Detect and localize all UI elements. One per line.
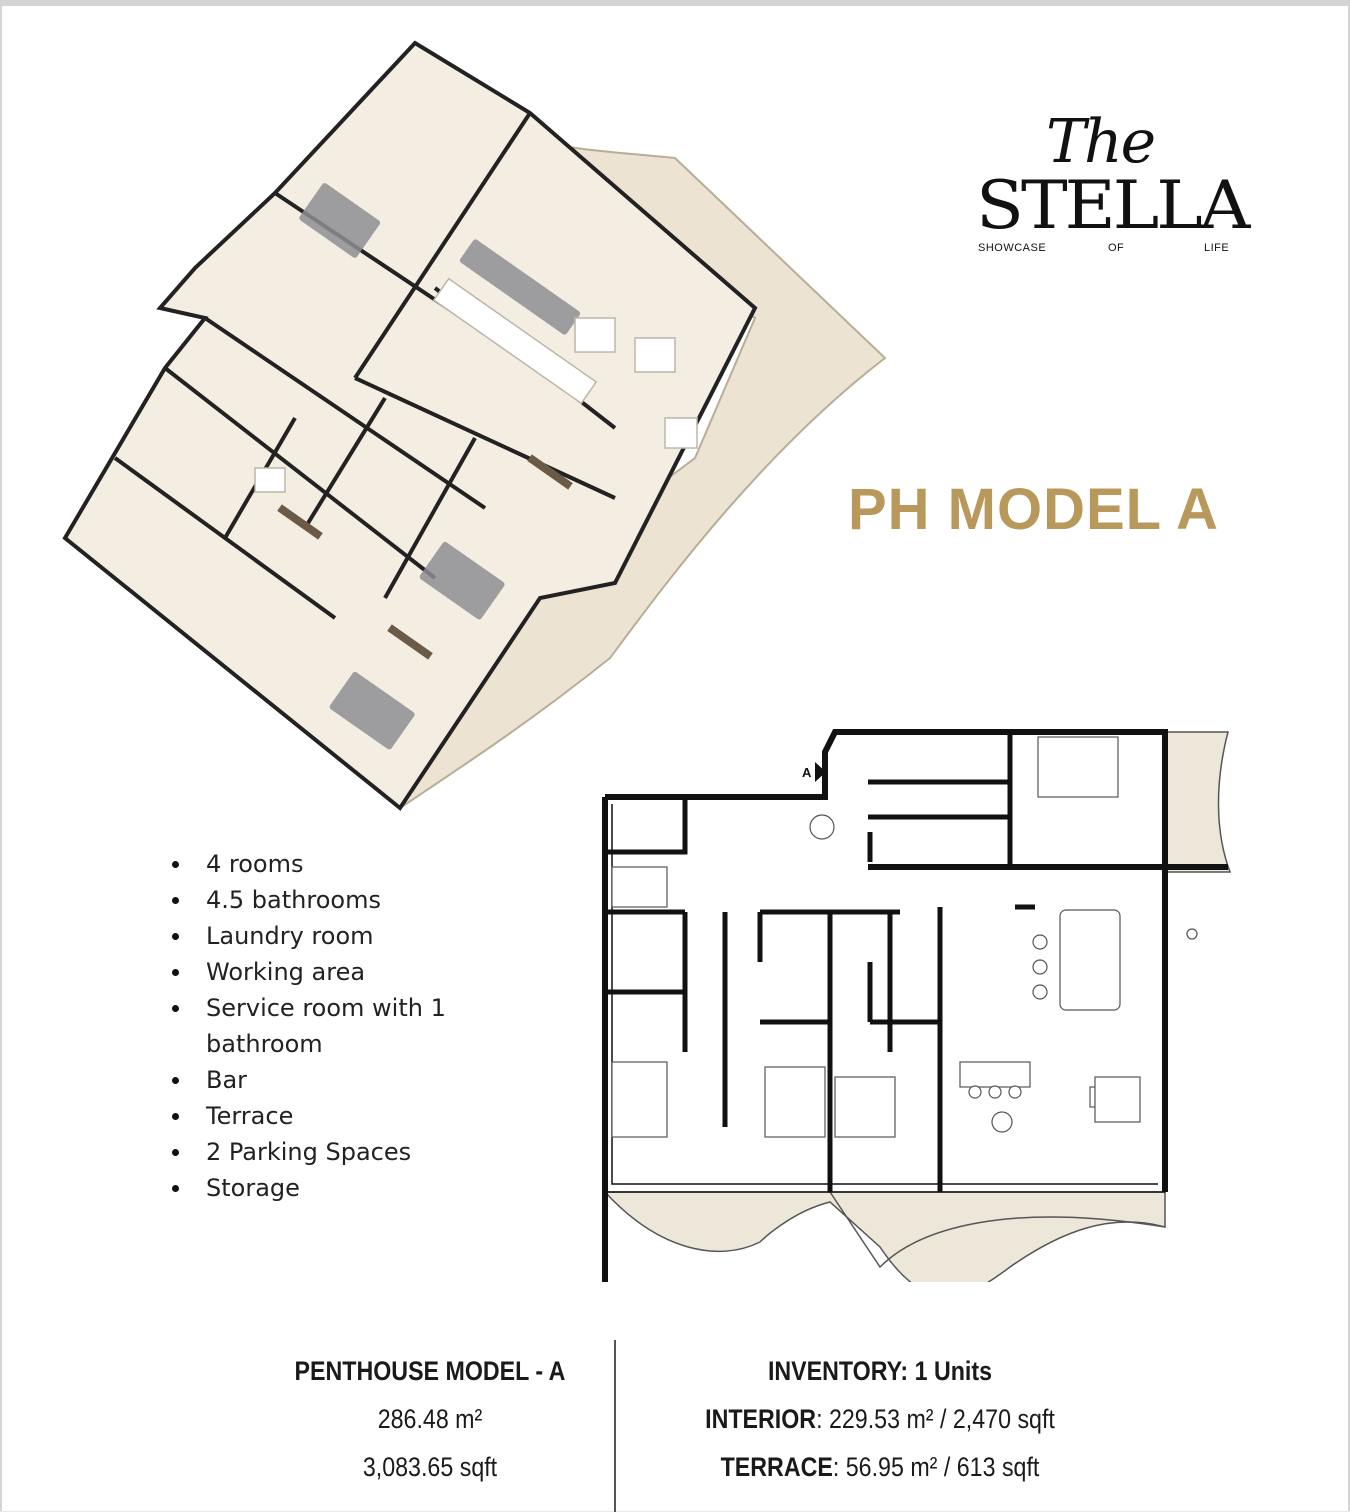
feature-item: Service room with 1 bathroom [170, 990, 490, 1062]
inventory-value: 1 Units [914, 1356, 993, 1386]
model-name-text: PENTHOUSE MODEL - A [294, 1356, 566, 1386]
logo-tagline-3: LIFE [1204, 242, 1230, 254]
the-stella-logo [968, 107, 1248, 262]
inventory-summary [640, 1352, 1120, 1496]
terrace-line [674, 1448, 1087, 1496]
area-sqft: 3,083.65 sqft [362, 1452, 498, 1482]
model-name [267, 1352, 594, 1400]
terrace-rendered [605, 1192, 1165, 1282]
interior-line [674, 1400, 1087, 1448]
logo-tagline-2: OF [1108, 242, 1125, 254]
feature-item: 4 rooms [170, 846, 490, 882]
interior-label: INTERIOR [705, 1404, 817, 1434]
feature-list [170, 846, 490, 1206]
inventory-label: INVENTORY: [767, 1356, 909, 1386]
model-title: PH MODEL A [848, 477, 1219, 542]
feature-item: Terrace [170, 1098, 490, 1134]
logo-stella-text: STELLA [976, 166, 1248, 244]
feature-item: Working area [170, 954, 490, 990]
inventory-line [674, 1352, 1087, 1400]
floor-plan [590, 722, 1250, 1282]
logo-the-text: The [1046, 107, 1155, 177]
plan-marker-a: A [802, 765, 812, 780]
page-border-left [0, 0, 2, 1511]
feature-item: 2 Parking Spaces [170, 1134, 490, 1170]
interior-value: : 229.53 m² / 2,470 sqft [816, 1404, 1055, 1434]
terrace-label: TERRACE [720, 1452, 833, 1482]
area-m2: 286.48 m² [377, 1404, 483, 1434]
feature-item: Bar [170, 1062, 490, 1098]
terrace-value: : 56.95 m² / 613 sqft [832, 1452, 1040, 1482]
plan-terrace-right [1165, 732, 1230, 872]
model-summary [240, 1352, 620, 1496]
feature-item: Storage [170, 1170, 490, 1206]
feature-item: 4.5 bathrooms [170, 882, 490, 918]
logo-tagline-1: SHOWCASE [978, 242, 1047, 254]
feature-item: Laundry room [170, 918, 490, 954]
page-border-top [0, 0, 1350, 6]
